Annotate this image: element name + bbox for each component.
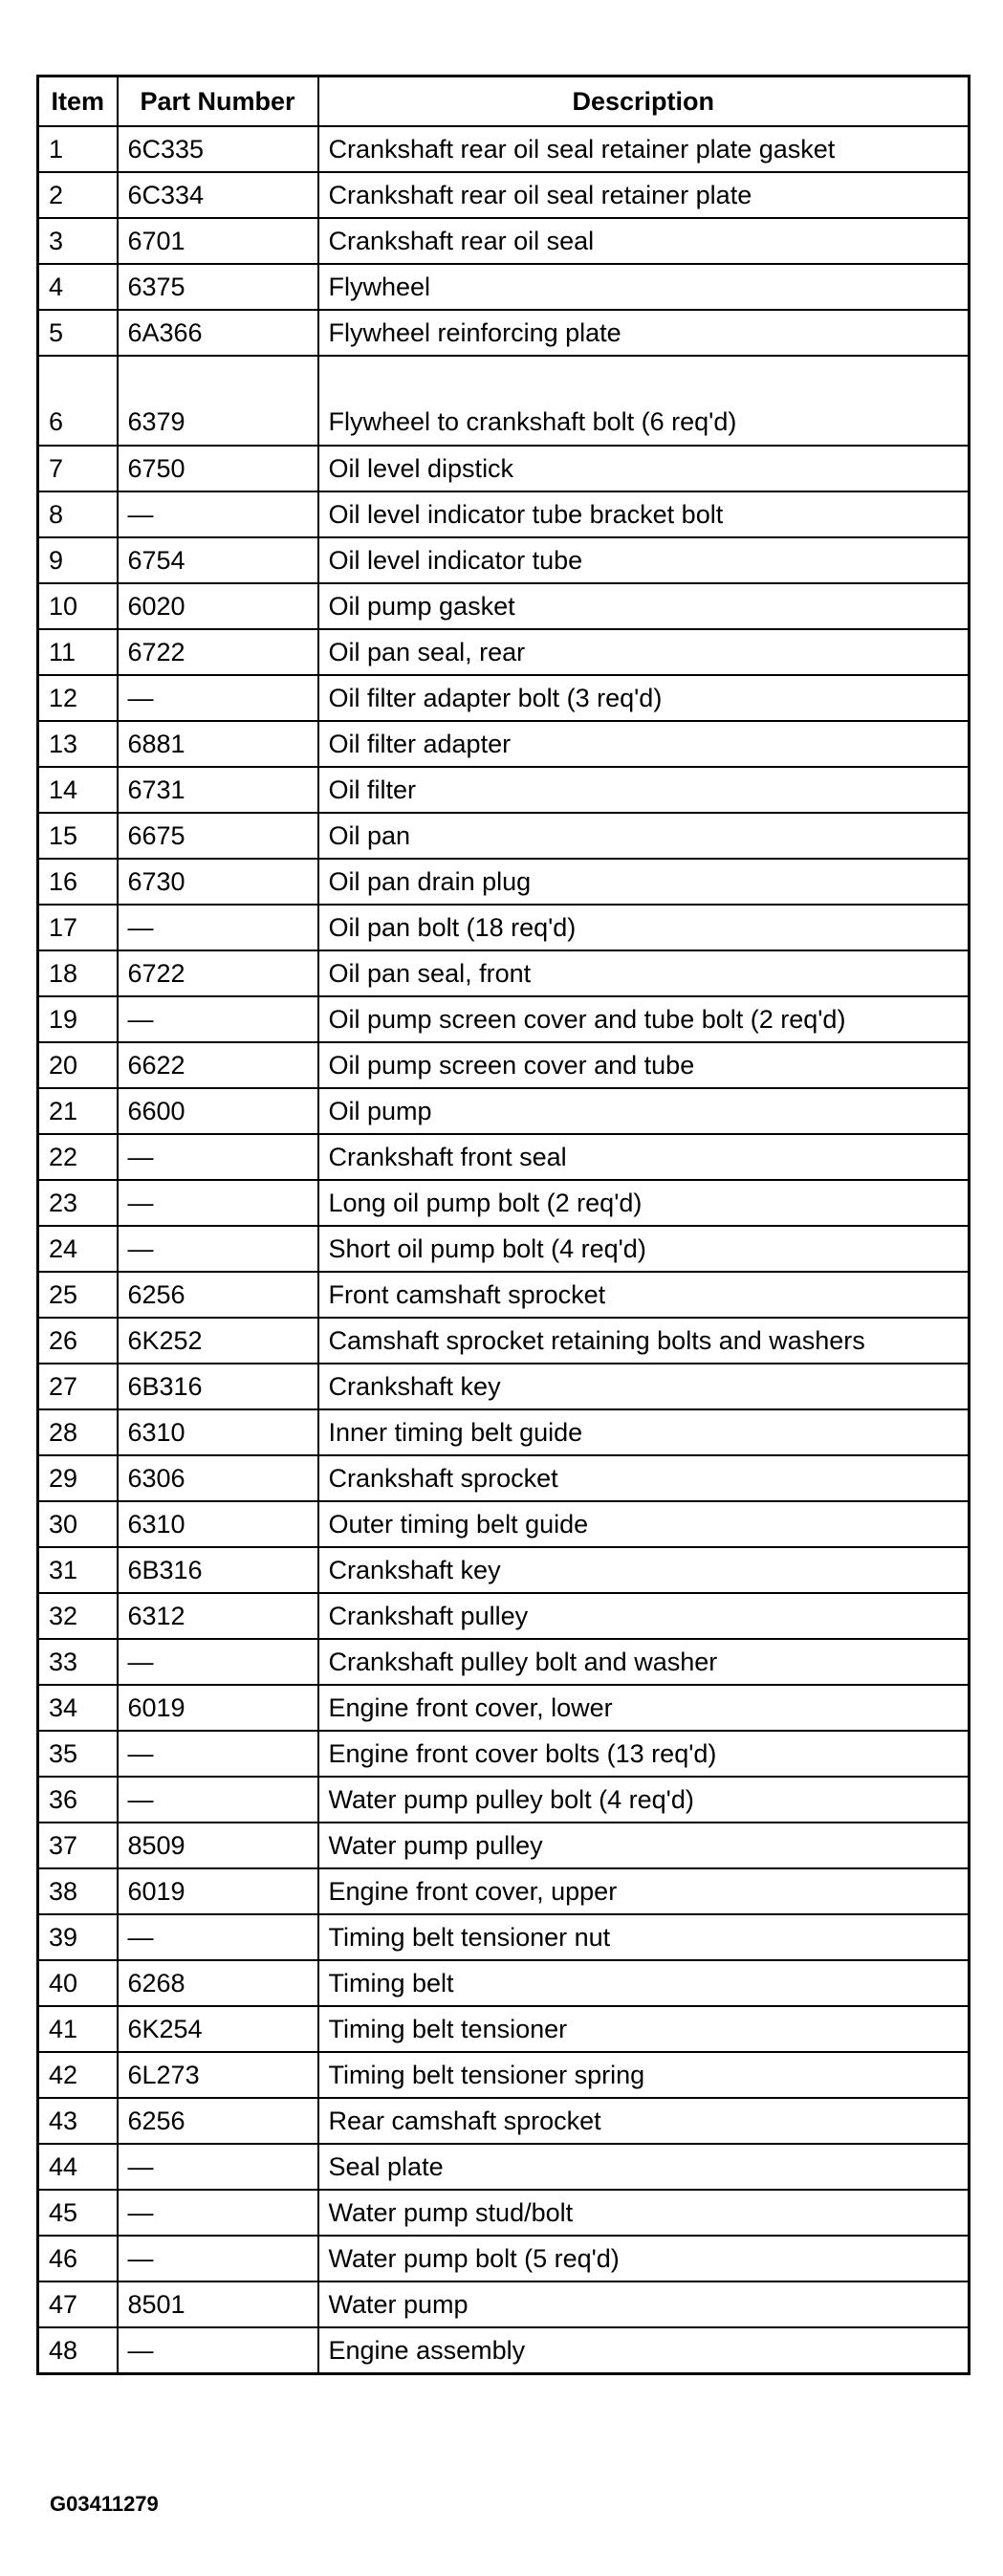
column-header-part-number: Part Number	[118, 76, 318, 127]
item-cell: 41	[38, 2006, 118, 2052]
table-row	[38, 1226, 970, 1272]
table-row	[38, 218, 970, 264]
part-number-cell: 6600	[118, 1088, 318, 1134]
description-cell: Water pump stud/bolt	[318, 2190, 970, 2236]
part-number-cell: 6701	[118, 218, 318, 264]
table-row	[38, 1272, 970, 1318]
table-row	[38, 264, 970, 310]
part-number-cell: 8509	[118, 1823, 318, 1868]
description-cell: Oil pump screen cover and tube bolt (2 req'd)	[318, 996, 970, 1042]
description-cell: Crankshaft pulley	[318, 1593, 970, 1639]
table-row	[38, 1180, 970, 1226]
part-number-cell: —	[118, 1914, 318, 1960]
table-row	[38, 356, 970, 446]
table-row	[38, 905, 970, 950]
part-number-cell: 6L273	[118, 2052, 318, 2098]
table-row	[38, 2006, 970, 2052]
description-cell: Oil pump screen cover and tube	[318, 1042, 970, 1088]
item-cell: 6	[38, 356, 118, 446]
table-row	[38, 950, 970, 996]
table-row	[38, 1593, 970, 1639]
part-number-cell: 6K254	[118, 2006, 318, 2052]
part-number-cell: 6731	[118, 767, 318, 813]
part-number-cell: 6256	[118, 1272, 318, 1318]
description-cell: Engine front cover, upper	[318, 1868, 970, 1914]
item-cell: 32	[38, 1593, 118, 1639]
item-cell: 39	[38, 1914, 118, 1960]
description-cell: Water pump pulley	[318, 1823, 970, 1868]
item-cell: 43	[38, 2098, 118, 2144]
table-row	[38, 446, 970, 491]
item-cell: 42	[38, 2052, 118, 2098]
item-cell: 23	[38, 1180, 118, 1226]
part-number-cell: 6306	[118, 1455, 318, 1501]
item-cell: 30	[38, 1501, 118, 1547]
table-row	[38, 1777, 970, 1823]
part-number-cell: 6722	[118, 950, 318, 996]
description-cell: Oil pan seal, front	[318, 950, 970, 996]
item-cell: 36	[38, 1777, 118, 1823]
part-number-cell: 6750	[118, 446, 318, 491]
description-cell: Oil pump	[318, 1088, 970, 1134]
description-cell: Timing belt tensioner spring	[318, 2052, 970, 2098]
table-row	[38, 721, 970, 767]
table-row	[38, 2190, 970, 2236]
table-row	[38, 1639, 970, 1685]
part-number-cell: 6754	[118, 537, 318, 583]
part-number-cell: 6019	[118, 1868, 318, 1914]
part-number-cell: —	[118, 675, 318, 721]
part-number-cell: —	[118, 905, 318, 950]
table-row	[38, 629, 970, 675]
description-cell: Oil pan bolt (18 req'd)	[318, 905, 970, 950]
part-number-cell: —	[118, 2190, 318, 2236]
parts-table	[36, 75, 970, 2375]
description-cell: Oil pan drain plug	[318, 859, 970, 905]
table-row	[38, 172, 970, 218]
item-cell: 1	[38, 126, 118, 172]
description-cell: Oil pan seal, rear	[318, 629, 970, 675]
description-cell: Flywheel	[318, 264, 970, 310]
item-cell: 16	[38, 859, 118, 905]
part-number-cell: 6256	[118, 2098, 318, 2144]
description-cell: Oil filter adapter bolt (3 req'd)	[318, 675, 970, 721]
description-cell: Oil filter adapter	[318, 721, 970, 767]
item-cell: 9	[38, 537, 118, 583]
table-row	[38, 1088, 970, 1134]
part-number-cell: 6312	[118, 1593, 318, 1639]
table-row	[38, 1823, 970, 1868]
item-cell: 4	[38, 264, 118, 310]
item-cell: 14	[38, 767, 118, 813]
table-row	[38, 767, 970, 813]
item-cell: 27	[38, 1364, 118, 1409]
description-cell: Crankshaft sprocket	[318, 1455, 970, 1501]
item-cell: 31	[38, 1547, 118, 1593]
figure-id: G03411279	[50, 2492, 159, 2516]
table-row	[38, 2236, 970, 2281]
item-cell: 29	[38, 1455, 118, 1501]
item-cell: 15	[38, 813, 118, 859]
description-cell: Outer timing belt guide	[318, 1501, 970, 1547]
table-row	[38, 1042, 970, 1088]
item-cell: 20	[38, 1042, 118, 1088]
part-number-cell: —	[118, 1226, 318, 1272]
item-cell: 17	[38, 905, 118, 950]
part-number-cell: 6B316	[118, 1547, 318, 1593]
description-cell: Oil filter	[318, 767, 970, 813]
item-cell: 11	[38, 629, 118, 675]
item-cell: 13	[38, 721, 118, 767]
part-number-cell: 6722	[118, 629, 318, 675]
table-row	[38, 491, 970, 537]
part-number-cell: —	[118, 1134, 318, 1180]
part-number-cell: 6375	[118, 264, 318, 310]
item-cell: 18	[38, 950, 118, 996]
part-number-cell: —	[118, 1777, 318, 1823]
table-row	[38, 1318, 970, 1364]
part-number-cell: 6019	[118, 1685, 318, 1731]
description-cell: Timing belt	[318, 1960, 970, 2006]
item-cell: 33	[38, 1639, 118, 1685]
description-cell: Engine front cover, lower	[318, 1685, 970, 1731]
item-cell: 47	[38, 2281, 118, 2327]
part-number-cell: 6C335	[118, 126, 318, 172]
description-cell: Crankshaft rear oil seal	[318, 218, 970, 264]
table-row	[38, 1501, 970, 1547]
description-cell: Oil pump gasket	[318, 583, 970, 629]
item-cell: 5	[38, 310, 118, 356]
description-cell: Oil level dipstick	[318, 446, 970, 491]
table-row	[38, 1685, 970, 1731]
table-body	[38, 126, 970, 2374]
item-cell: 21	[38, 1088, 118, 1134]
column-header-description: Description	[318, 76, 970, 127]
part-number-cell: —	[118, 1731, 318, 1777]
part-number-cell: 6A366	[118, 310, 318, 356]
part-number-cell: 8501	[118, 2281, 318, 2327]
table-row	[38, 537, 970, 583]
item-cell: 34	[38, 1685, 118, 1731]
part-number-cell: 6C334	[118, 172, 318, 218]
column-header-item: Item	[38, 76, 118, 127]
part-number-cell: —	[118, 2144, 318, 2190]
description-cell: Engine front cover bolts (13 req'd)	[318, 1731, 970, 1777]
table-row	[38, 1409, 970, 1455]
table-row	[38, 583, 970, 629]
table-row	[38, 1547, 970, 1593]
part-number-cell: —	[118, 996, 318, 1042]
table-row	[38, 813, 970, 859]
description-cell: Oil level indicator tube bracket bolt	[318, 491, 970, 537]
item-cell: 45	[38, 2190, 118, 2236]
description-cell: Seal plate	[318, 2144, 970, 2190]
table-row	[38, 2052, 970, 2098]
table-row	[38, 1364, 970, 1409]
description-cell: Water pump pulley bolt (4 req'd)	[318, 1777, 970, 1823]
item-cell: 8	[38, 491, 118, 537]
table-row	[38, 675, 970, 721]
item-cell: 19	[38, 996, 118, 1042]
item-cell: 26	[38, 1318, 118, 1364]
table-row	[38, 1868, 970, 1914]
item-cell: 3	[38, 218, 118, 264]
description-cell: Crankshaft rear oil seal retainer plate gasket	[318, 126, 970, 172]
item-cell: 22	[38, 1134, 118, 1180]
item-cell: 12	[38, 675, 118, 721]
description-cell: Crankshaft front seal	[318, 1134, 970, 1180]
item-cell: 24	[38, 1226, 118, 1272]
table-header-row	[38, 76, 970, 127]
part-number-cell: —	[118, 1639, 318, 1685]
part-number-cell: 6675	[118, 813, 318, 859]
table-row	[38, 2327, 970, 2374]
item-cell: 46	[38, 2236, 118, 2281]
part-number-cell: —	[118, 1180, 318, 1226]
item-cell: 28	[38, 1409, 118, 1455]
description-cell: Timing belt tensioner nut	[318, 1914, 970, 1960]
part-number-cell: 6310	[118, 1501, 318, 1547]
table-row	[38, 2144, 970, 2190]
table-row	[38, 1914, 970, 1960]
part-number-cell: —	[118, 491, 318, 537]
part-number-cell: 6622	[118, 1042, 318, 1088]
item-cell: 38	[38, 1868, 118, 1914]
part-number-cell: 6K252	[118, 1318, 318, 1364]
description-cell: Oil level indicator tube	[318, 537, 970, 583]
table-row	[38, 310, 970, 356]
description-cell: Rear camshaft sprocket	[318, 2098, 970, 2144]
description-cell: Engine assembly	[318, 2327, 970, 2374]
description-cell: Water pump	[318, 2281, 970, 2327]
table-row	[38, 2098, 970, 2144]
description-cell: Long oil pump bolt (2 req'd)	[318, 1180, 970, 1226]
part-number-cell: —	[118, 2236, 318, 2281]
description-cell: Flywheel reinforcing plate	[318, 310, 970, 356]
description-cell: Water pump bolt (5 req'd)	[318, 2236, 970, 2281]
table-row	[38, 1960, 970, 2006]
table-row	[38, 996, 970, 1042]
description-cell: Crankshaft pulley bolt and washer	[318, 1639, 970, 1685]
part-number-cell: 6268	[118, 1960, 318, 2006]
description-cell: Timing belt tensioner	[318, 2006, 970, 2052]
part-number-cell: 6881	[118, 721, 318, 767]
description-cell: Crankshaft rear oil seal retainer plate	[318, 172, 970, 218]
item-cell: 25	[38, 1272, 118, 1318]
description-cell: Oil pan	[318, 813, 970, 859]
part-number-cell: 6379	[118, 356, 318, 446]
table-row	[38, 1134, 970, 1180]
item-cell: 7	[38, 446, 118, 491]
item-cell: 48	[38, 2327, 118, 2374]
part-number-cell: 6B316	[118, 1364, 318, 1409]
table-row	[38, 859, 970, 905]
part-number-cell: 6310	[118, 1409, 318, 1455]
item-cell: 10	[38, 583, 118, 629]
item-cell: 44	[38, 2144, 118, 2190]
description-cell: Front camshaft sprocket	[318, 1272, 970, 1318]
description-cell: Crankshaft key	[318, 1364, 970, 1409]
description-cell: Inner timing belt guide	[318, 1409, 970, 1455]
item-cell: 35	[38, 1731, 118, 1777]
item-cell: 2	[38, 172, 118, 218]
table-row	[38, 1455, 970, 1501]
table-row	[38, 2281, 970, 2327]
table-row	[38, 126, 970, 172]
description-cell: Flywheel to crankshaft bolt (6 req'd)	[318, 356, 970, 446]
description-cell: Camshaft sprocket retaining bolts and washers	[318, 1318, 970, 1364]
item-cell: 40	[38, 1960, 118, 2006]
part-number-cell: 6020	[118, 583, 318, 629]
table-row	[38, 1731, 970, 1777]
part-number-cell: —	[118, 2327, 318, 2374]
description-cell: Crankshaft key	[318, 1547, 970, 1593]
part-number-cell: 6730	[118, 859, 318, 905]
item-cell: 37	[38, 1823, 118, 1868]
description-cell: Short oil pump bolt (4 req'd)	[318, 1226, 970, 1272]
